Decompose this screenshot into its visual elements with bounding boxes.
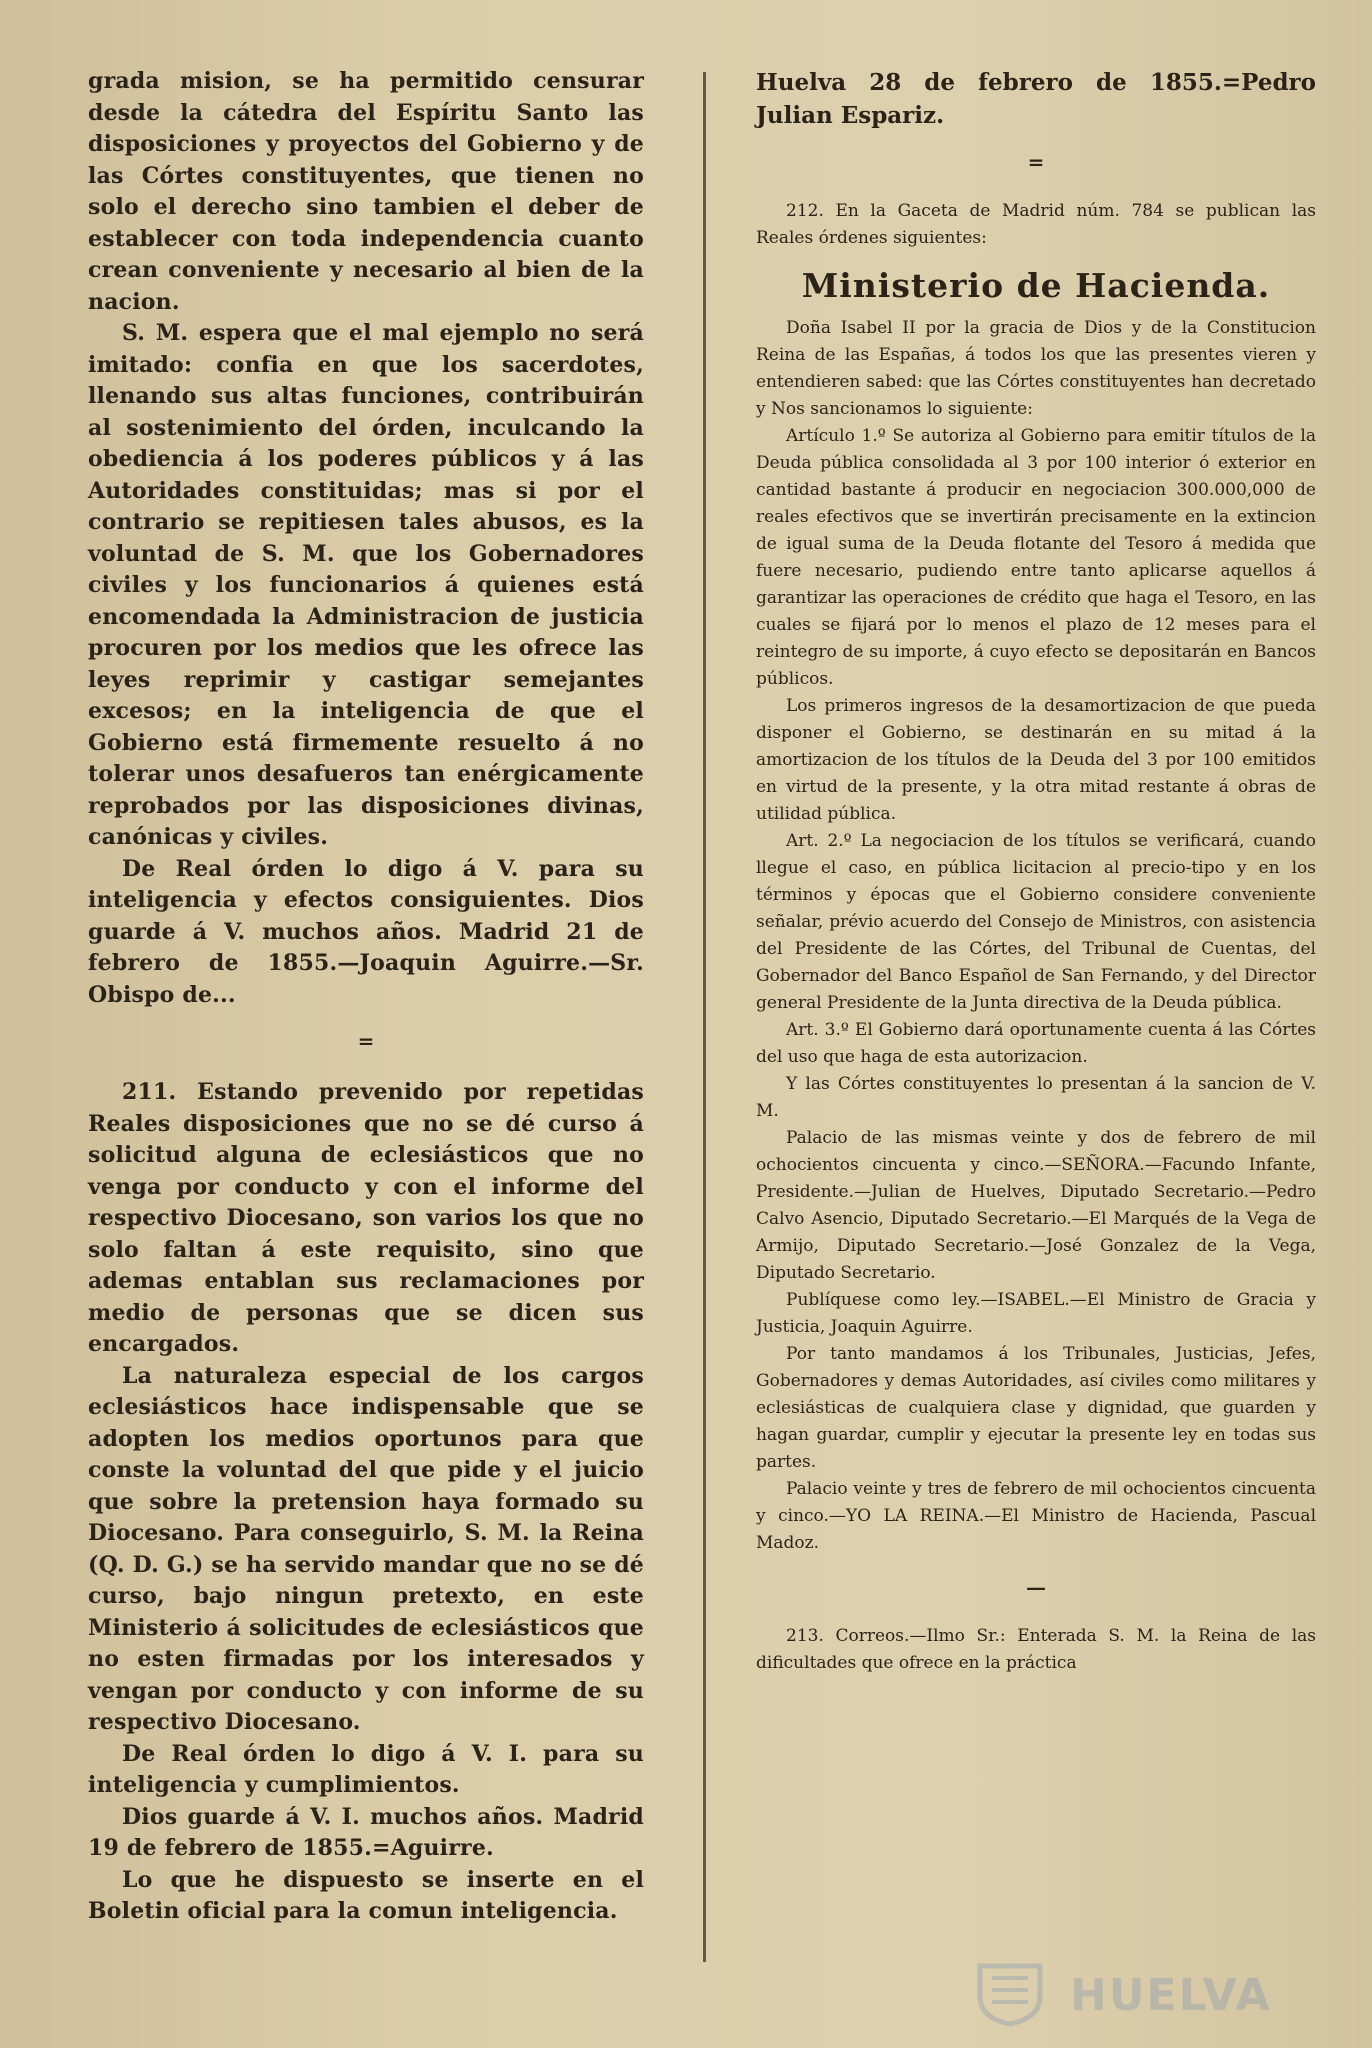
left-paragraph: Lo que he dispuesto se inserte en el Boletin oficial para la comun inteligencia. (88, 1866, 644, 1924)
law-paragraph: Art. 2.º La negociacion de los títulos se verificará, cuando llegue el caso, en pública licitacion al precio-tipo y en los términos y épocas que el Gobierno considere conveniente señalar, prévio acuerdo del Consejo de Ministros, con asistencia del Presidente de las Córtes, del Tribunal de Cuentas, del Gobernador del Banco Español de San Fernando, y del Director general Presidente de la Junta directiva de la Deuda pública. (756, 831, 1316, 1013)
watermark-text: HUELVA (1070, 1970, 1272, 2021)
law-paragraph: Palacio de las mismas veinte y dos de febrero de mil ochocientos cincuenta y cinco.—SEÑORA.—Facundo Infante, Presidente.—Julian de Huelves, Diputado Secretario.—Pedro Calvo Asencio, Diputado Secretario.—El Marqués de la Vega de Armijo, Diputado Secretario.—José Gonzalez de la Vega, Diputado Secretario. (756, 1128, 1316, 1283)
item-213-intro: 213. Correos.—Ilmo Sr.: Enterada S. M. la Reina de las dificultades que ofrece en la práctica (756, 1626, 1316, 1673)
left-paragraph: De Real órden lo digo á V. I. para su inteligencia y cumplimientos. (88, 1740, 644, 1798)
item-212-intro: 212. En la Gaceta de Madrid núm. 784 se publican las Reales órdenes siguientes: (756, 201, 1316, 248)
ministry-heading: Ministerio de Hacienda. (801, 266, 1271, 305)
left-column (88, 66, 644, 1928)
left-paragraph: grada mision, se ha permitido censurar desde la cátedra del Espíritu Santo las disposiciones y proyectos del Gobierno y de las Córtes constituyentes, que tienen no solo el derecho sino tambien el deber de establecer con toda independencia cuanto crean conveniente y necesario al bien de la nacion. (88, 68, 644, 315)
law-paragraph: Doña Isabel II por la gracia de Dios y de la Constitucion Reina de las Españas, á todos los que las presentes vieren y entendieren sabed: que las Córtes constituyentes han decretado y Nos sancionamos lo siguiente: (756, 318, 1316, 419)
archive-watermark (970, 1958, 1290, 2028)
section-separator: = (1027, 150, 1045, 174)
law-paragraph: Palacio veinte y tres de febrero de mil ochocientos cincuenta y cinco.—YO LA REINA.—El Ministro de Hacienda, Pascual Madoz. (756, 1479, 1316, 1553)
section-separator: — (1026, 1575, 1046, 1599)
signature-line: Huelva 28 de febrero de 1855.=Pedro Julian Espariz. (756, 69, 1316, 129)
left-paragraph: De Real órden lo digo á V. para su inteligencia y efectos consiguientes. Dios guarde á V. muchos años. Madrid 21 de febrero de 1855.—Joaquin Aguirre.—Sr. Obispo de... (88, 855, 644, 1008)
section-separator: = (357, 1029, 375, 1053)
left-paragraph: La naturaleza especial de los cargos eclesiásticos hace indispensable que se adopten los medios oportunos para que conste la voluntad del que pide y el juicio que sobre la pretension haya formado su Diocesano. Para conseguirlo, S. M. la Reina (Q. D. G.) se ha servido mandar que no se dé curso, bajo ningun pretexto, en este Ministerio á solicitudes de eclesiásticos que no esten firmadas por los interesados y vengan por conducto y con informe de su respectivo Diocesano. (88, 1362, 644, 1735)
law-paragraph: Los primeros ingresos de la desamortizacion de que pueda disponer el Gobierno, se destinarán en su mitad á la amortizacion de los títulos de la Deuda del 3 por 100 emitidos en virtud de la presente, y la otra mitad restante á obras de utilidad pública. (756, 696, 1316, 824)
law-paragraph: Publíquese como ley.—ISABEL.—El Ministro de Gracia y Justicia, Joaquin Aguirre. (756, 1290, 1316, 1337)
law-paragraph: Art. 3.º El Gobierno dará oportunamente cuenta á las Córtes del uso que haga de esta autorizacion. (756, 1020, 1316, 1067)
law-paragraph: Por tanto mandamos á los Tribunales, Justicias, Jefes, Gobernadores y demas Autoridades, así civiles como militares y eclesiásticas de cualquiera clase y dignidad, que guarden y hagan guardar, cumplir y ejecutar la presente ley en todas sus partes. (756, 1344, 1316, 1472)
crest-icon (970, 1958, 1050, 2028)
left-paragraph: S. M. espera que el mal ejemplo no será imitado: confia en que los sacerdotes, llenando sus altas funciones, contribuirán al sostenimiento del órden, inculcando la obediencia á los poderes públicos y á las Autoridades constituidas; mas si por el contrario se repitiesen tales abusos, es la voluntad de S. M. que los Gobernadores civiles y los funcionarios á quienes está encomendada la Administracion de justicia procuren por los medios que les ofrece las leyes reprimir y castigar semejantes excesos; en la inteligencia de que el Gobierno está firmemente resuelto á no tolerar unos desafueros tan enérgicamente reprobados por las disposiciones divinas, canónicas y civiles. (88, 320, 644, 850)
right-column (756, 66, 1316, 1677)
left-paragraph: 211. Estando prevenido por repetidas Reales disposiciones que no se dé curso á solicitud alguna de eclesiásticos que no venga por conducto y con el informe del respectivo Diocesano, son varios los que no solo faltan á este requisito, sino que ademas entablan sus reclamaciones por medio de personas que se dicen sus encargados. (88, 1079, 644, 1357)
law-paragraph: Y las Córtes constituyentes lo presentan á la sancion de V. M. (756, 1074, 1316, 1121)
column-divider (703, 72, 706, 1962)
law-paragraph: Artículo 1.º Se autoriza al Gobierno para emitir títulos de la Deuda pública consolidada al 3 por 100 interior ó exterior en cantidad bastante á producir en negociacion 300.000,000 de reales efectivos que se invertirán precisamente en la extincion de igual suma de la Deuda flotante del Tesoro á medida que fuere necesario, pudiendo entre tanto aplicarse aquellos á garantizar las operaciones de crédito que haga el Tesoro, en las cuales se fijará por lo menos el plazo de 12 meses para el reintegro de su importe, á cuyo efecto se depositarán en Bancos públicos. (756, 426, 1316, 689)
left-paragraph: Dios guarde á V. I. muchos años. Madrid 19 de febrero de 1855.=Aguirre. (88, 1803, 644, 1861)
